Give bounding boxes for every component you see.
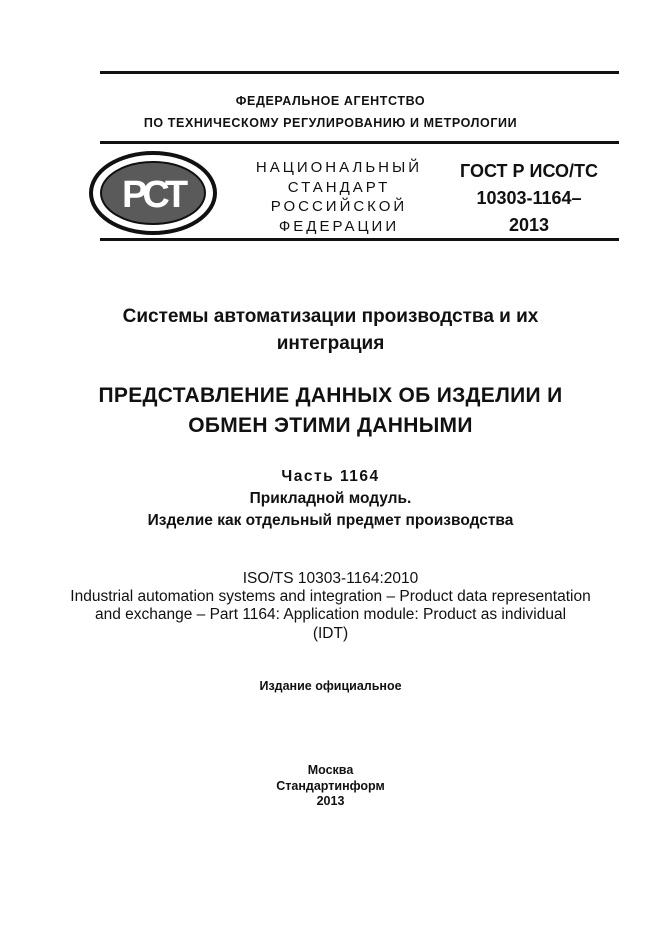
main-title-line-1: ПРЕДСТАВЛЕНИЕ ДАННЫХ ОБ ИЗДЕЛИИ И [98, 384, 563, 407]
edition-label: Издание официальное [259, 679, 402, 693]
logo-text: РСТ [121, 174, 185, 216]
iso-title-line-2: and exchange – Part 1164: Application module: Product as individual [94, 606, 567, 623]
designation-line-2: 10303-1164– [476, 188, 582, 208]
agency-line-2: ПО ТЕХНИЧЕСКОМУ РЕГУЛИРОВАНИЮ И МЕТРОЛОГИИ [143, 116, 518, 130]
designation-line-1: ГОСТ Р ИСО/ТС [459, 161, 598, 181]
part-number: Часть 1164 [281, 468, 380, 485]
part-line-3: Изделие как отдельный предмет производства [147, 512, 514, 529]
national-standard-line-2: СТАНДАРТ [287, 178, 391, 196]
iso-title-line-1: Industrial automation systems and integration – Product data representation [70, 588, 591, 605]
footer-publisher: Стандартинформ [276, 779, 385, 793]
title-line-2: интеграция [276, 333, 385, 354]
national-standard-label [238, 158, 440, 236]
gost-r-logo-icon [88, 150, 218, 236]
iso-idt: (IDT) [312, 625, 349, 642]
part-line-2: Прикладной модуль. [249, 490, 412, 507]
standard-designation [454, 158, 604, 239]
agency-line-1: ФЕДЕРАЛЬНОЕ АГЕНТСТВО [235, 94, 426, 108]
top-rule [100, 71, 619, 74]
iso-reference: ISO/TS 10303-1164:2010 [242, 570, 419, 587]
header-rule [100, 141, 619, 144]
footer-city: Москва [307, 763, 354, 777]
title-line-1: Системы автоматизации производства и их [122, 306, 539, 327]
national-standard-line-4: ФЕДЕРАЦИИ [278, 217, 400, 235]
designation-line-3: 2013 [508, 215, 550, 235]
footer-year: 2013 [316, 794, 345, 808]
main-title-line-2: ОБМЕН ЭТИМИ ДАННЫМИ [188, 414, 473, 437]
national-standard-line-3: РОССИЙСКОЙ [270, 198, 408, 215]
national-standard-line-1: НАЦИОНАЛЬНЫЙ [255, 159, 423, 176]
